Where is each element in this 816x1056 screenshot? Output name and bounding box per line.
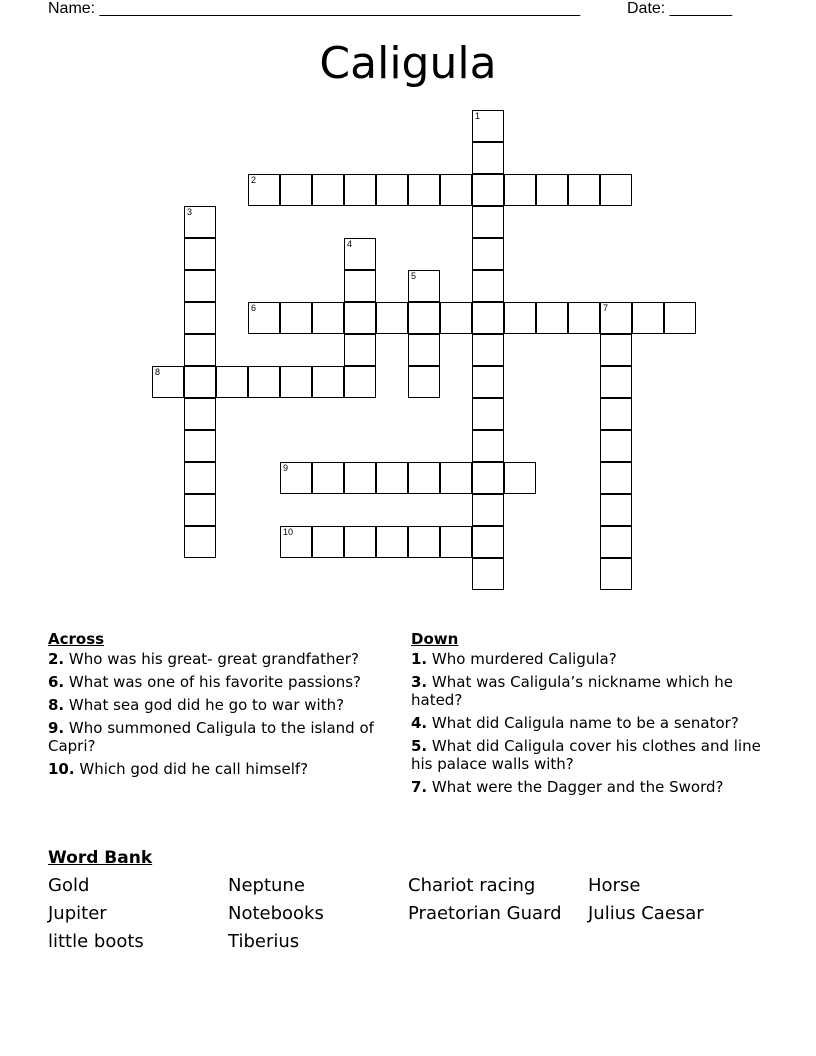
word-bank-item: Chariot racing [408,875,536,896]
across-clue: 2. Who was his great- great grandfather? [48,650,359,668]
crossword-cell[interactable] [600,302,632,334]
crossword-cell[interactable] [600,398,632,430]
crossword-cell[interactable] [472,462,504,494]
crossword-cell[interactable] [184,270,216,302]
crossword-cell[interactable] [504,174,536,206]
crossword-cell[interactable] [216,366,248,398]
crossword-cell[interactable] [472,366,504,398]
crossword-cell[interactable] [344,270,376,302]
clue-number: 7 [603,303,609,313]
word-bank-item: Gold [48,875,90,896]
down-clue: 4. What did Caligula name to be a senator? [411,714,739,732]
word-bank-item: Horse [588,875,641,896]
crossword-cell[interactable] [408,526,440,558]
crossword-cell[interactable] [472,302,504,334]
crossword-cell[interactable] [600,174,632,206]
crossword-cell[interactable] [280,462,312,494]
crossword-cell[interactable] [152,366,184,398]
crossword-cell[interactable] [440,526,472,558]
across-clue: 6. What was one of his favorite passions? [48,673,362,691]
crossword-cell[interactable] [472,494,504,526]
down-clues [411,630,761,801]
word-bank-item: little boots [48,931,144,952]
date-field: Date: _______ [627,0,732,17]
crossword-cell[interactable] [344,238,376,270]
crossword-cell[interactable] [472,430,504,462]
crossword-cell[interactable] [184,238,216,270]
word-bank-item: Julius Caesar [588,903,704,924]
crossword-cell[interactable] [472,270,504,302]
crossword-cell[interactable] [344,334,376,366]
crossword-cell[interactable] [248,366,280,398]
crossword-cell[interactable] [472,110,504,142]
down-clue: 1. Who murdered Caligula? [411,650,617,668]
crossword-cell[interactable] [568,174,600,206]
crossword-cell[interactable] [312,174,344,206]
crossword-cell[interactable] [376,526,408,558]
crossword-cell[interactable] [408,270,440,302]
clue-number: 3 [187,207,193,217]
crossword-cell[interactable] [568,302,600,334]
down-clue: 5. What did Caligula cover his clothes and line his palace walls with? [411,737,761,773]
crossword-cell[interactable] [472,206,504,238]
clue-number: 5 [411,271,417,281]
word-bank-item: Notebooks [228,903,324,924]
clue-number: 4 [347,239,353,249]
word-bank-item: Tiberius [228,931,300,952]
crossword-cell[interactable] [408,302,440,334]
crossword-cell[interactable] [472,398,504,430]
crossword-cell[interactable] [600,430,632,462]
crossword-cell[interactable] [376,302,408,334]
crossword-cell[interactable] [408,366,440,398]
crossword-cell[interactable] [472,174,504,206]
crossword-cell[interactable] [504,302,536,334]
across-heading: Across [48,630,105,648]
crossword-cell[interactable] [600,334,632,366]
crossword-cell[interactable] [408,462,440,494]
word-bank-item: Jupiter [48,903,107,924]
crossword-cell[interactable] [312,366,344,398]
crossword-cell[interactable] [280,526,312,558]
crossword-cell[interactable] [280,302,312,334]
crossword-cell[interactable] [312,462,344,494]
crossword-cell[interactable] [600,462,632,494]
clue-number: 10 [283,527,294,537]
crossword-cell[interactable] [312,302,344,334]
crossword-cell[interactable] [344,174,376,206]
crossword-cell[interactable] [344,526,376,558]
word-bank-title: Word Bank [48,848,153,868]
across-clue: 10. Which god did he call himself? [48,760,309,778]
crossword-cell[interactable] [472,142,504,174]
crossword-cell[interactable] [344,462,376,494]
word-bank-item: Neptune [228,875,305,896]
clue-number: 6 [251,303,257,313]
crossword-cell[interactable] [376,462,408,494]
down-heading: Down [411,630,459,648]
down-clue: 3. What was Caligula’s nickname which he hated? [411,673,733,709]
clue-number: 9 [283,463,289,473]
crossword-cell[interactable] [632,302,664,334]
crossword-cell[interactable] [600,526,632,558]
across-clue: 9. Who summoned Caligula to the island of Capri? [48,719,374,755]
crossword-cell[interactable] [344,302,376,334]
crossword-cell[interactable] [184,526,216,558]
crossword-cell[interactable] [248,174,280,206]
crossword-cell[interactable] [184,302,216,334]
across-clues [48,630,393,783]
crossword-cell[interactable] [184,206,216,238]
clue-number: 1 [475,111,481,121]
name-field: Name: ______________________________________________________ [48,0,581,17]
crossword-cell[interactable] [408,174,440,206]
crossword-cell[interactable] [504,462,536,494]
crossword-cell[interactable] [664,302,696,334]
crossword-cell[interactable] [184,494,216,526]
crossword-cell[interactable] [344,366,376,398]
page-title: Caligula [319,38,497,89]
crossword-cell[interactable] [184,462,216,494]
crossword-cell[interactable] [600,366,632,398]
crossword-cell[interactable] [472,526,504,558]
crossword-cell[interactable] [440,462,472,494]
crossword-cell[interactable] [472,558,504,590]
crossword-cell[interactable] [440,302,472,334]
clue-number: 2 [251,175,257,185]
crossword-cell[interactable] [184,366,216,398]
across-clue: 8. What sea god did he go to war with? [48,696,345,714]
crossword-cell[interactable] [536,174,568,206]
crossword-cell[interactable] [472,238,504,270]
crossword-cell[interactable] [440,174,472,206]
crossword-cell[interactable] [280,366,312,398]
word-bank-item: Praetorian Guard [408,903,562,924]
crossword-cell[interactable] [248,302,280,334]
crossword-cell[interactable] [184,430,216,462]
down-clue: 7. What were the Dagger and the Sword? [411,778,724,796]
crossword-cell[interactable] [472,334,504,366]
crossword-cell[interactable] [312,526,344,558]
crossword-cell[interactable] [376,174,408,206]
crossword-cell[interactable] [184,398,216,430]
clue-number: 8 [155,367,161,377]
crossword-cell[interactable] [184,334,216,366]
crossword-cell[interactable] [280,174,312,206]
crossword-cell[interactable] [536,302,568,334]
crossword-cell[interactable] [600,558,632,590]
crossword-cell[interactable] [408,334,440,366]
crossword-cell[interactable] [600,494,632,526]
